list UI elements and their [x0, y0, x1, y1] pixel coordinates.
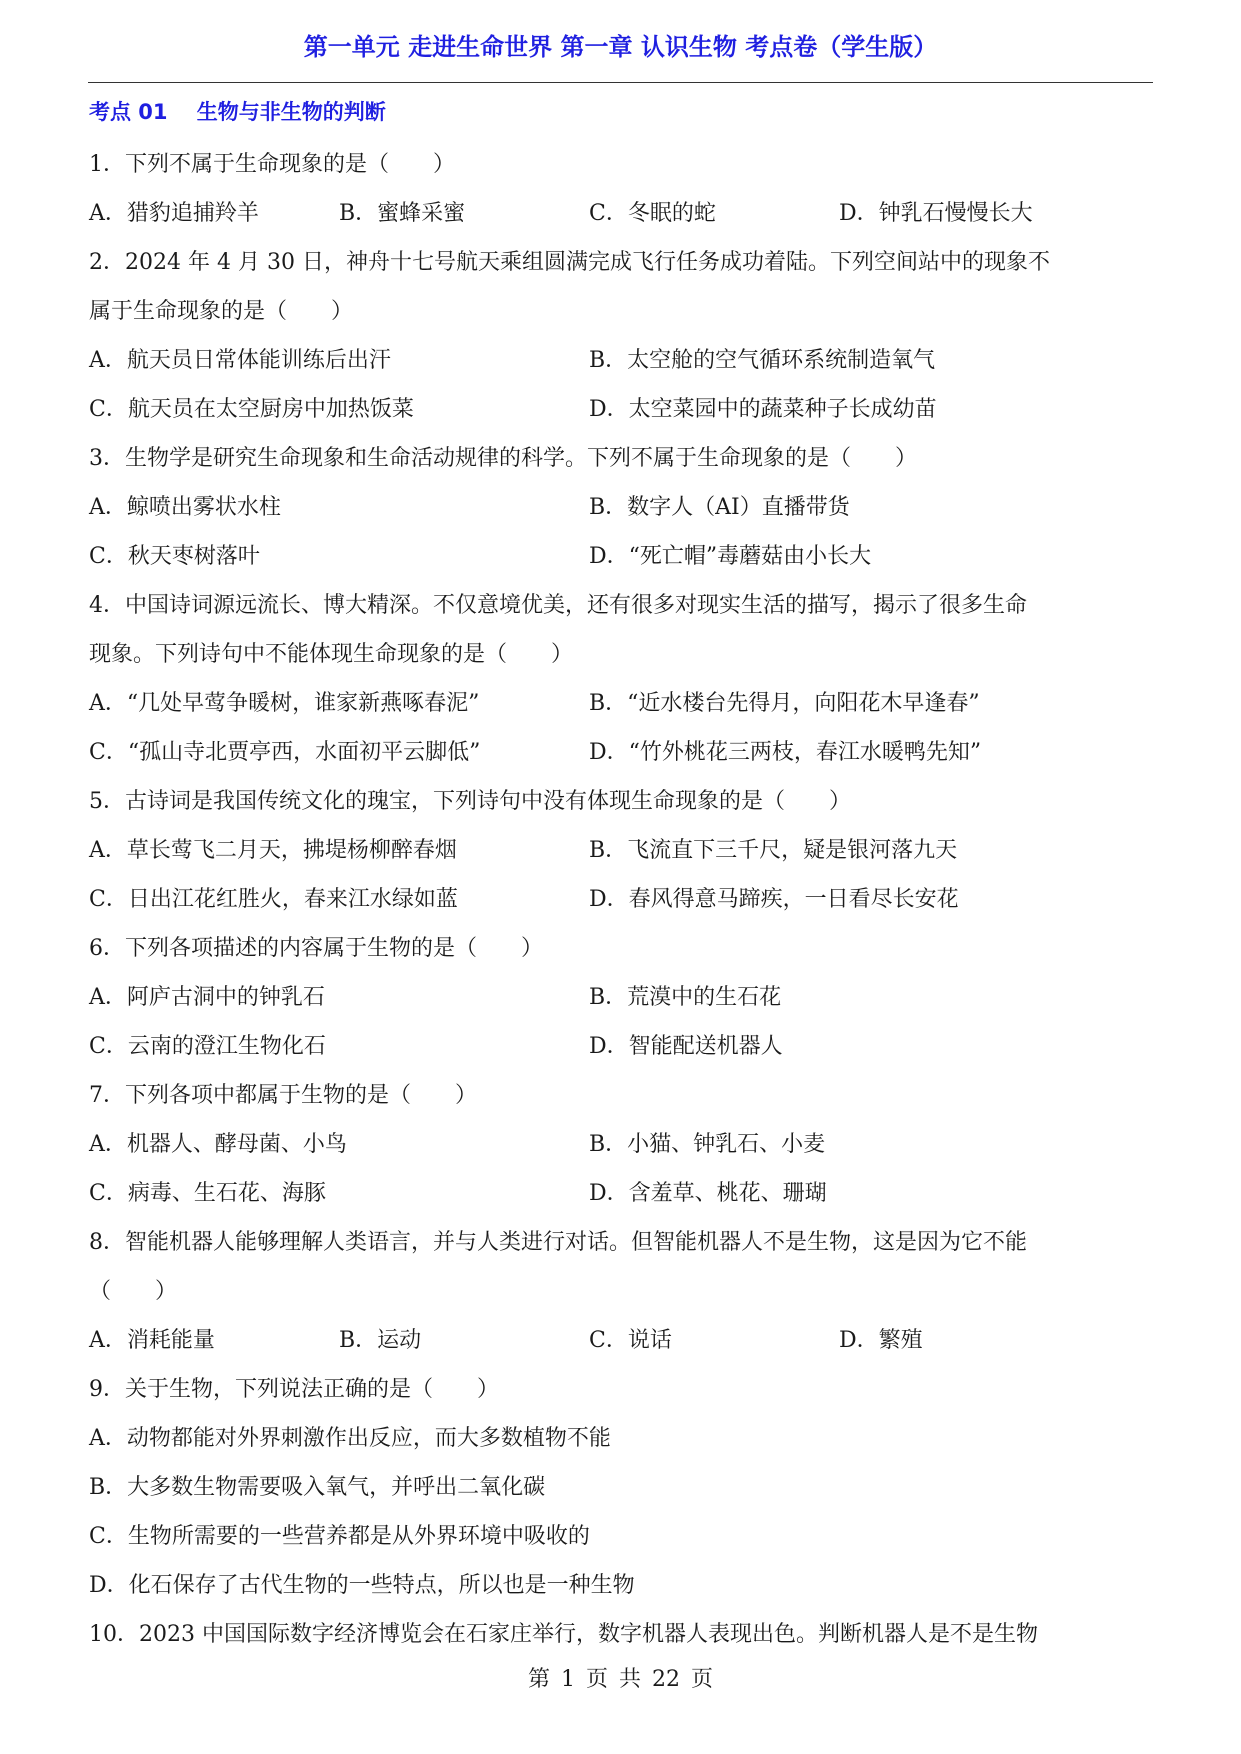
question-stem: 3．生物学是研究生命现象和生命活动规律的科学。下列不属于生命现象的是（ ） [89, 446, 917, 471]
option-d: D．含羞草、桃花、珊瑚 [589, 1181, 827, 1206]
option-d: D．钟乳石慢慢长大 [839, 201, 1033, 226]
question-stem-cont: （ ） [89, 1279, 178, 1304]
option-c: C．生物所需要的一些营养都是从外界环境中吸收的 [89, 1524, 590, 1549]
question-stem-cont: 现象。下列诗句中不能体现生命现象的是（ ） [89, 642, 574, 667]
option-a: A．草长莺飞二月天，拂堤杨柳醉春烟 [89, 838, 457, 863]
total-label: 共 [619, 1667, 642, 1692]
option-a: A．“几处早莺争暖树，谁家新燕啄春泥” [89, 691, 480, 716]
option-c: C．云南的澄江生物化石 [89, 1034, 326, 1059]
page-label: 第 [527, 1667, 550, 1692]
option-d: D．“竹外桃花三两枝，春江水暖鸭先知” [589, 740, 982, 765]
option-c: C．病毒、生石花、海豚 [89, 1181, 326, 1206]
options-row [89, 875, 1153, 924]
question-stem: 4．中国诗词源远流长、博大精深。不仅意境优美，还有很多对现实生活的描写，揭示了很多生命 [89, 593, 1028, 618]
option-a: A．动物都能对外界刺激作出反应，而大多数植物不能 [89, 1426, 611, 1451]
section-label: 考点 01 [89, 100, 168, 124]
option-b: B．运动 [339, 1328, 422, 1353]
option-d: D．春风得意马蹄疾，一日看尽长安花 [589, 887, 959, 912]
section-heading [89, 92, 1153, 140]
option-c: C．冬眠的蛇 [589, 201, 716, 226]
option-b: B．飞流直下三千尺，疑是银河落九天 [589, 838, 958, 863]
option-c: C．秋天枣树落叶 [89, 544, 260, 569]
option-a: A．猎豹追捕羚羊 [89, 201, 259, 226]
option-d: D．化石保存了古代生物的一些特点，所以也是一种生物 [89, 1573, 635, 1598]
page-number: 1 [560, 1667, 575, 1692]
total-unit: 页 [691, 1667, 714, 1692]
options-row [89, 532, 1153, 581]
option-c: C．说话 [589, 1328, 672, 1353]
option-d: D．太空菜园中的蔬菜种子长成幼苗 [589, 397, 937, 422]
option-a: A．鲸喷出雾状水柱 [89, 495, 281, 520]
document-title: 第一单元 走进生命世界 第一章 认识生物 考点卷（学生版） [303, 33, 938, 61]
options-row [89, 826, 1153, 875]
option-a: A．消耗能量 [89, 1328, 215, 1353]
question-stem: 2．2024 年 4 月 30 日，神舟十七号航天乘组圆满完成飞行任务成功着陆。下列空间站中的现象不 [89, 250, 1050, 275]
option-a: A．航天员日常体能训练后出汗 [89, 348, 391, 373]
options-row [89, 189, 1153, 238]
question-stem: 9．关于生物，下列说法正确的是（ ） [89, 1377, 499, 1402]
question-stem: 7．下列各项中都属于生物的是（ ） [89, 1083, 477, 1108]
question-stem: 1．下列不属于生命现象的是（ ） [89, 152, 455, 177]
options-row [89, 1169, 1153, 1218]
option-b: B．大多数生物需要吸入氧气，并呼出二氧化碳 [89, 1475, 546, 1500]
option-c: C．航天员在太空厨房中加热饭菜 [89, 397, 414, 422]
options-row [89, 679, 1153, 728]
option-b: B．“近水楼台先得月，向阳花木早逢春” [589, 691, 980, 716]
question-stem: 6．下列各项描述的内容属于生物的是（ ） [89, 936, 543, 961]
page-unit: 页 [585, 1667, 608, 1692]
page-footer [0, 1665, 1241, 1695]
options-row [89, 483, 1153, 532]
option-d: D．智能配送机器人 [589, 1034, 783, 1059]
options-row [89, 973, 1153, 1022]
option-c: C．日出江花红胜火，春来江水绿如蓝 [89, 887, 458, 912]
options-row [89, 1316, 1153, 1365]
section-title: 生物与非生物的判断 [196, 100, 386, 124]
option-b: B．蜜蜂采蜜 [339, 201, 466, 226]
option-b: B．小猫、钟乳石、小麦 [589, 1132, 826, 1157]
question-stem: 8．智能机器人能够理解人类语言，并与人类进行对话。但智能机器人不是生物，这是因为它不能 [89, 1230, 1028, 1255]
options-row [89, 385, 1153, 434]
option-a: A．阿庐古洞中的钟乳石 [89, 985, 325, 1010]
question-stem: 10．2023 中国国际数字经济博览会在石家庄举行，数字机器人表现出色。判断机器人是不是生物 [89, 1622, 1038, 1647]
option-d: D．繁殖 [839, 1328, 923, 1353]
option-d: D．“死亡帽”毒蘑菇由小长大 [589, 544, 872, 569]
total-pages: 22 [652, 1667, 681, 1692]
question-stem-cont: 属于生命现象的是（ ） [89, 299, 354, 324]
options-row [89, 336, 1153, 385]
option-a: A．机器人、酵母菌、小鸟 [89, 1132, 347, 1157]
options-row [89, 1022, 1153, 1071]
options-row [89, 728, 1153, 777]
question-list [89, 92, 1153, 1659]
question-stem: 5．古诗词是我国传统文化的瑰宝，下列诗句中没有体现生命现象的是（ ） [89, 789, 851, 814]
option-c: C．“孤山寺北贾亭西，水面初平云脚低” [89, 740, 481, 765]
option-b: B．太空舱的空气循环系统制造氧气 [589, 348, 936, 373]
options-row [89, 1120, 1153, 1169]
option-b: B．数字人（AI）直播带货 [589, 495, 850, 520]
option-b: B．荒漠中的生石花 [589, 985, 782, 1010]
header-divider [88, 82, 1153, 83]
